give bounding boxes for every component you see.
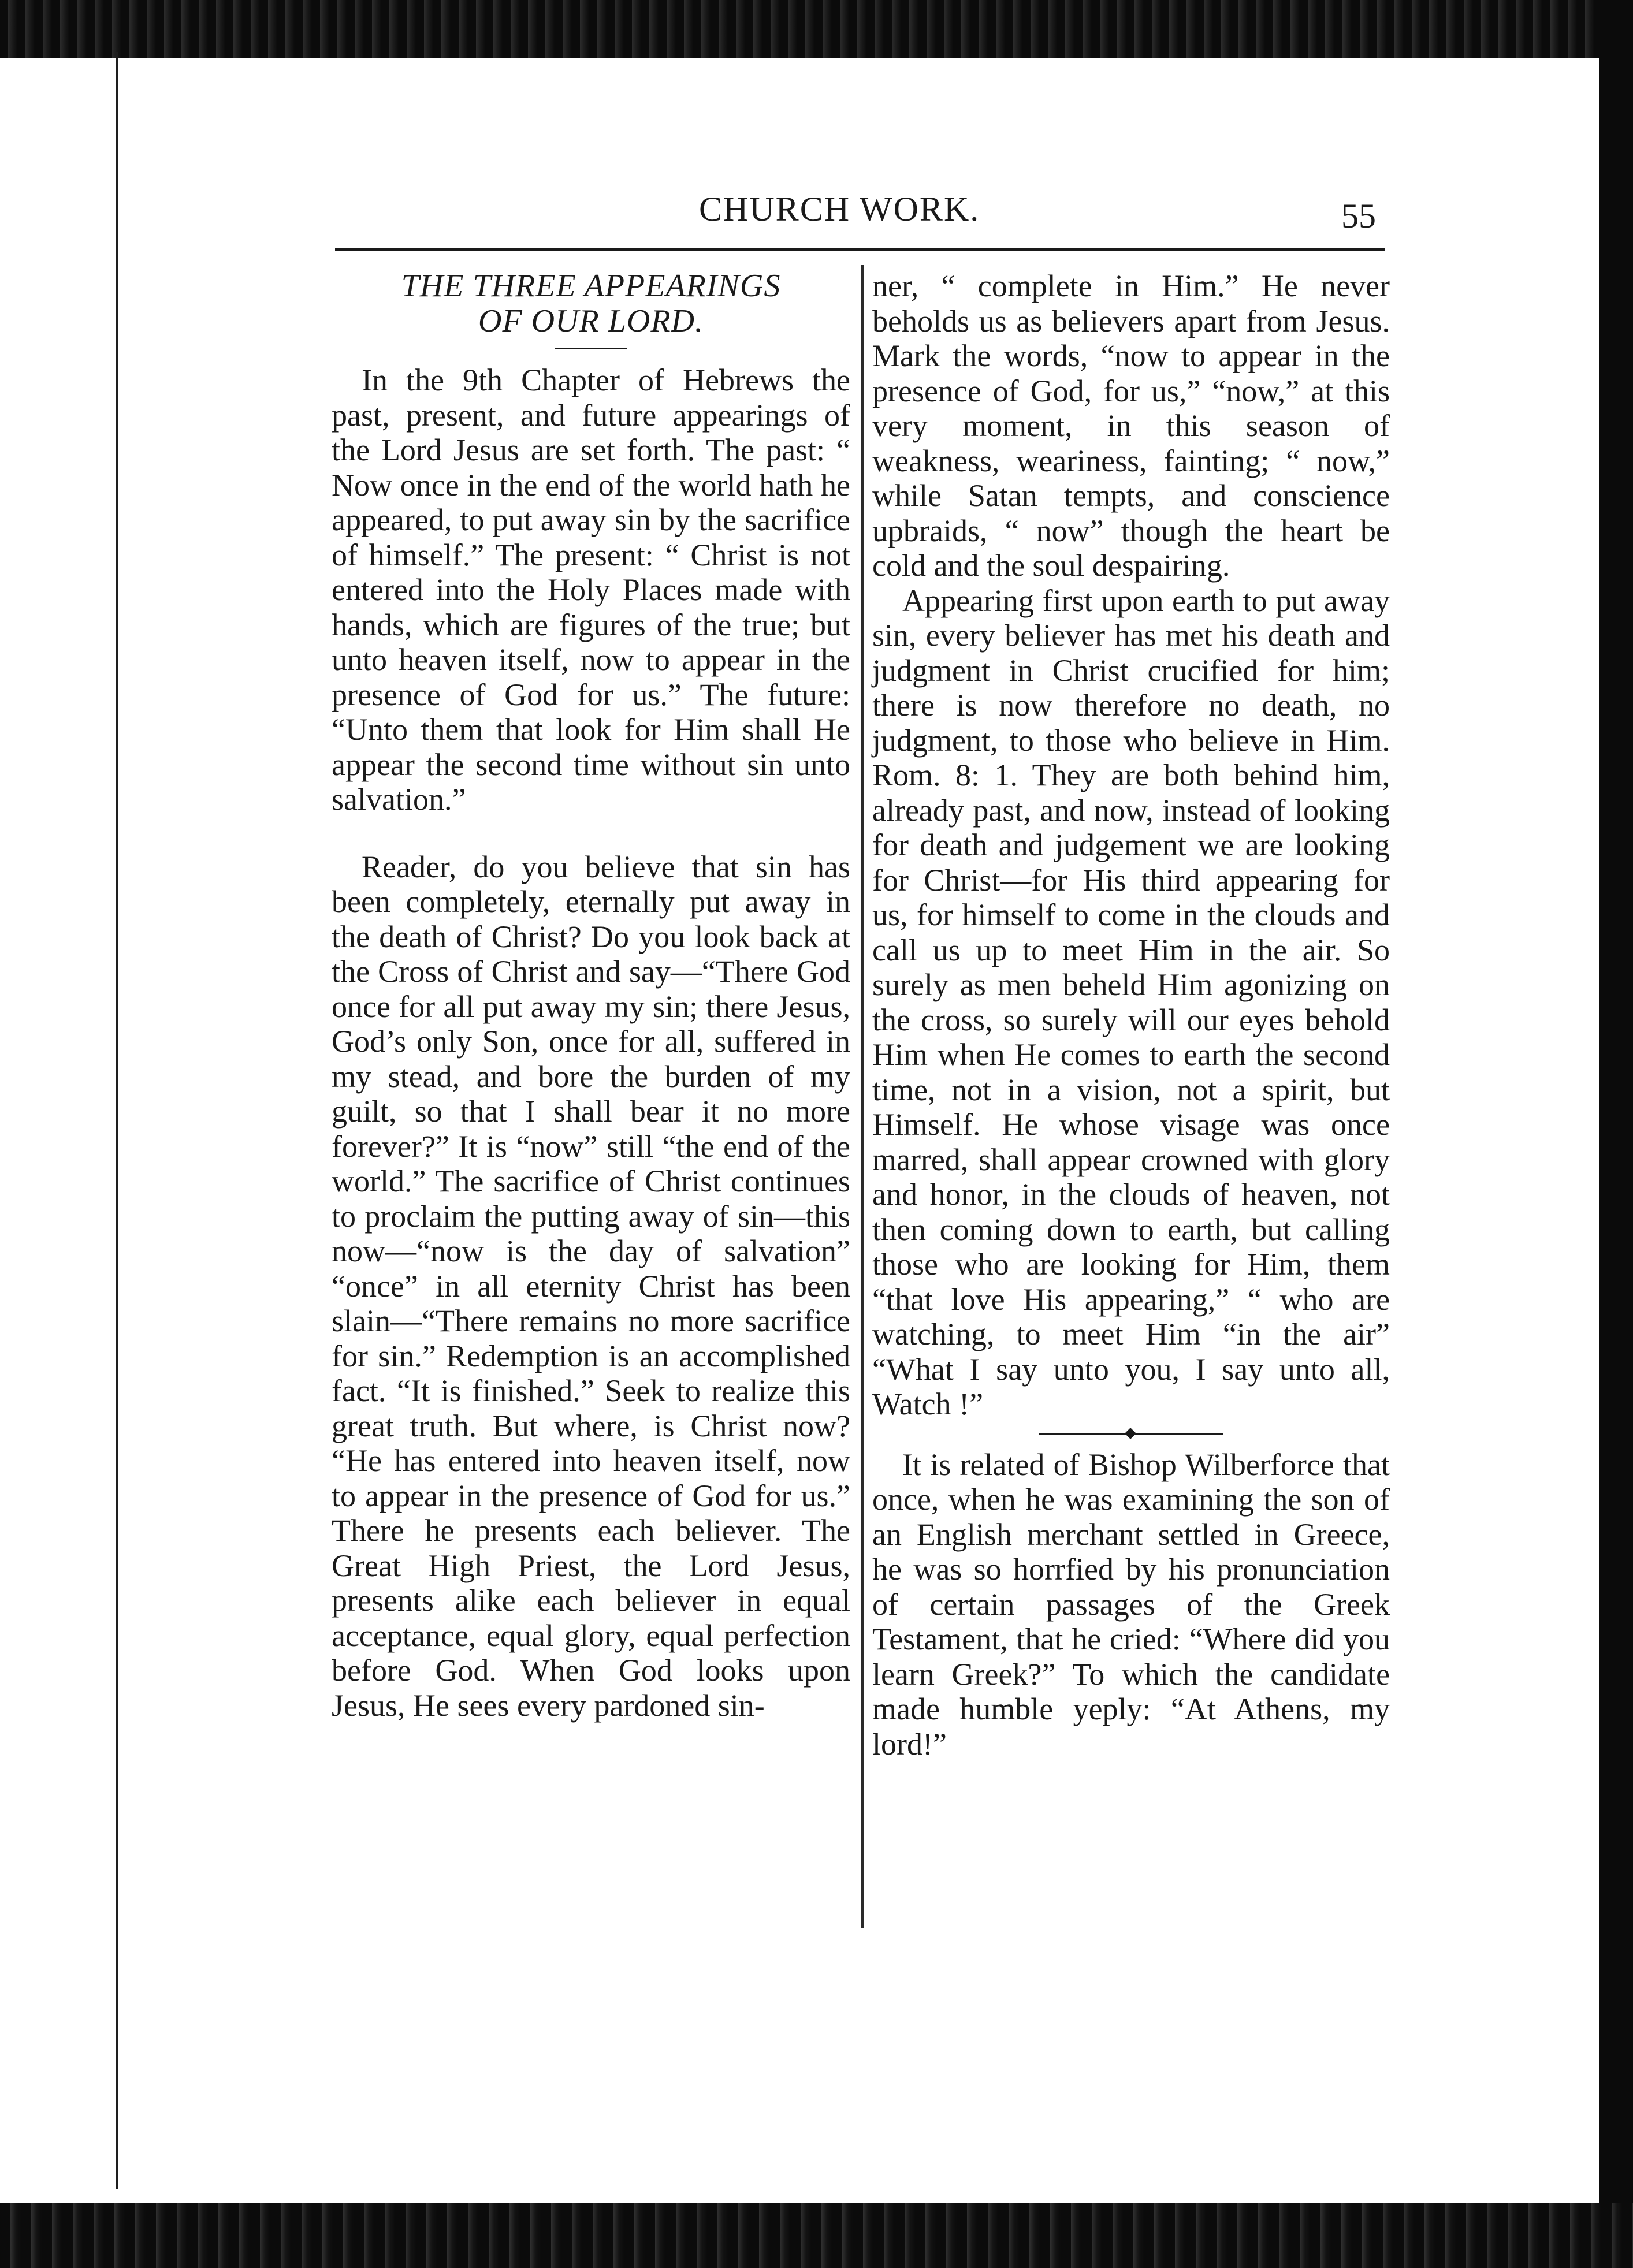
left-column <box>332 269 850 1723</box>
title-rule <box>555 348 627 349</box>
article-title-line1: THE THREE APPEARINGS <box>401 268 781 304</box>
header-rule <box>335 248 1385 251</box>
article-title-line2: OF OUR LORD. <box>478 303 704 339</box>
right-column <box>872 269 1390 1761</box>
paragraph-appearing: Appearing first upon earth to put away sin, every believer has met his death and judgment in Christ crucified for him; there is now therefore no death, no judgment, to those who believe in Him. Rom. 8: 1. They are both behind him, already past, and now, instead of looking for death and judgement we are looking for Christ—for His third appearing for us, for himself to come in the clouds and call us up to meet Him in the air. So surely as men beheld Him agonizing on the cross, so surely will our eyes behold Him when He comes to earth the second time, not in a vision, not a spirit, but Himself. He whose visage was once marred, shall appear crowned with glory and honor, in the clouds of heaven, not then coming down to earth, but calling those who are looking for Him, them “that love His appearing,” “ who are watching, to meet Him “in the air” “What I say unto you, I say unto all, Watch !” <box>872 583 1390 1421</box>
scan-border-right <box>1599 0 1633 2268</box>
paragraph-anecdote: It is related of Bishop Wilberforce that once, when he was examining the son of an English merchant settled in Greece, he was so horrfied by his pronunciation of certain passages of the Greek Testament, that he cried: “Where did you learn Greek?” To which the candidate made humble yeply: “At Athens, my lord!” <box>872 1447 1390 1761</box>
page-edge-rule <box>116 52 118 2189</box>
page-number: 55 <box>1341 197 1376 235</box>
running-head <box>0 184 1633 236</box>
paragraph-intro: In the 9th Chapter of Hebrews the past, present, and future appearings of the Lord Jesus are set forth. The past: “ Now once in the end of the world hath he appeared, to put away sin by the sacrifice of himself.” The present: “ Christ is not entered into the Holy Places made with hands, which are figures of the true; but unto heaven itself, now to appear in the presence of God for us.” The future: “Unto them that look for Him shall He appear the second time without sin unto salvation.” <box>332 363 850 817</box>
paragraph-reader-continued: ner, “ complete in Him.” He never beholds us as believers apart from Jesus. Mark the words, “now to appear in the presence of God, for us,” “now,” at this very moment, in this season of weakness, weariness, fainting; “ now,” while Satan tempts, and conscience upbraids, “ now” though the heart be cold and the soul despairing. <box>872 269 1390 583</box>
column-divider <box>861 265 864 1928</box>
paragraph-reader: Reader, do you believe that sin has been completely, eternally put away in the death of Christ? Do you look back at the Cross of Christ and say—“There God once for all put away my sin; there Jesus, God’s only Son, once for all, suffered in my stead, and bore the burden of my guilt, so that I shall bear it no more forever?” It is “now” still “the end of the world.” The sacrifice of Christ continues to proclaim the putting away of sin—this now—“now is the day of salvation” “once” in all eternity Christ has been slain—“There remains no more sacrifice for sin.” Redemption is an accomplished fact. “It is finished.” Seek to realize this great truth. But where, is Christ now? “He has entered into heaven itself, now to appear in the presence of God for us.” There he presents each believer. The Great High Priest, the Lord Jesus, presents alike each believer in equal acceptance, equal glory, equal perfection before God. When God looks upon Jesus, He sees every pardoned sin- <box>332 849 850 1723</box>
article-title <box>332 269 850 338</box>
scan-border-bottom <box>0 2203 1633 2268</box>
scan-border-top <box>0 0 1633 58</box>
running-title: CHURCH WORK. <box>699 190 980 228</box>
section-ornament <box>1039 1428 1223 1440</box>
